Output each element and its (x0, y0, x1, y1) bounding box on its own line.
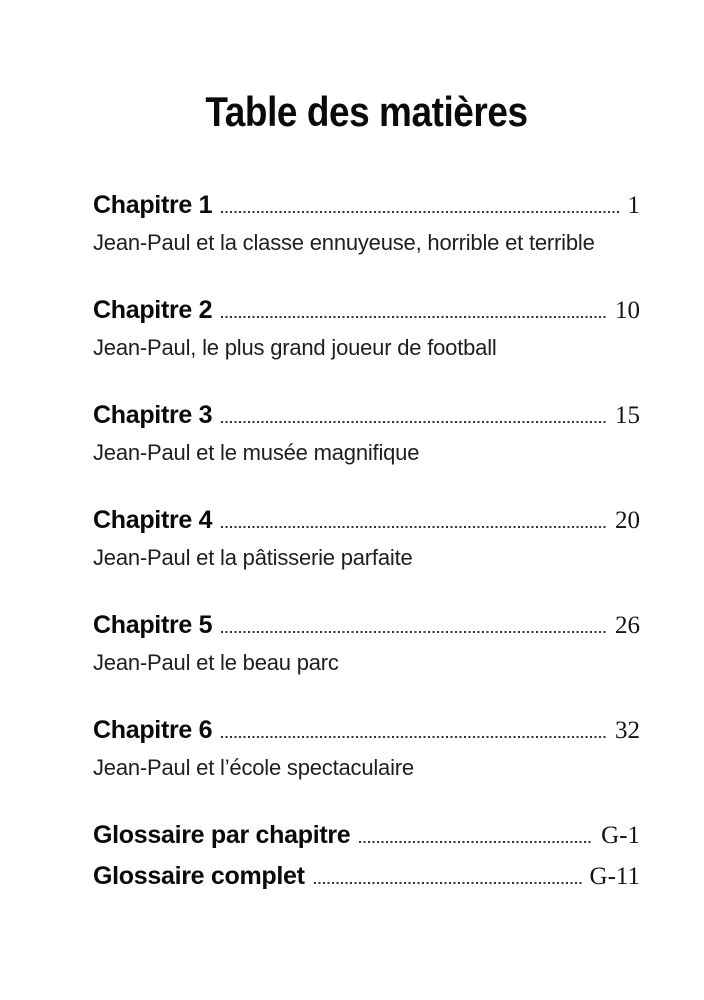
dot-leader (359, 841, 593, 843)
dot-leader (221, 316, 607, 318)
chapter-subtitle: Jean-Paul et la pâtisserie parfaite (93, 545, 413, 570)
chapter-label: Chapitre 6 (93, 716, 213, 744)
page-number: 10 (615, 297, 640, 324)
dot-leader (221, 421, 607, 423)
chapter-label: Chapitre 3 (93, 401, 213, 429)
page-number: 26 (615, 612, 640, 639)
chapter-label: Chapitre 4 (93, 506, 213, 534)
toc-entry-5 (93, 610, 640, 678)
glossary-label: Glossaire complet (93, 862, 305, 890)
toc-entry-4 (93, 505, 640, 573)
glossary-section (93, 820, 640, 895)
toc-entry-row (93, 295, 640, 329)
toc-entry-row (93, 190, 640, 224)
chapter-label: Chapitre 5 (93, 611, 213, 639)
toc-entry-row (93, 715, 640, 749)
toc-entry-1 (93, 190, 640, 258)
page-number: G-11 (589, 863, 640, 890)
chapter-label: Chapitre 1 (93, 191, 213, 219)
chapter-subtitle: Jean-Paul, le plus grand joueur de football (93, 335, 497, 360)
page-number: 32 (615, 717, 640, 744)
chapter-subtitle: Jean-Paul et le musée magnifique (93, 440, 420, 465)
dot-leader (221, 631, 607, 633)
toc-entry-6 (93, 715, 640, 783)
table-of-contents (93, 190, 640, 895)
glossary-entry-1 (93, 820, 640, 854)
dot-leader (221, 526, 607, 528)
toc-entry-row (93, 505, 640, 539)
toc-entry-row (93, 400, 640, 434)
dot-leader (221, 211, 619, 213)
page-number: 1 (627, 192, 640, 219)
chapter-subtitle: Jean-Paul et la classe ennuyeuse, horrible et terrible (93, 230, 595, 255)
page-number: 20 (615, 507, 640, 534)
glossary-label: Glossaire par chapitre (93, 821, 351, 849)
page-title: Table des matières (205, 88, 528, 135)
chapter-subtitle: Jean-Paul et le beau parc (93, 650, 339, 675)
chapter-label: Chapitre 2 (93, 296, 213, 324)
page-number: 15 (615, 402, 640, 429)
glossary-entry-2 (93, 861, 640, 895)
toc-entry-row (93, 610, 640, 644)
chapter-subtitle: Jean-Paul et l’école spectaculaire (93, 755, 414, 780)
toc-entry-3 (93, 400, 640, 468)
toc-entry-2 (93, 295, 640, 363)
page-number: G-1 (601, 822, 640, 849)
dot-leader (221, 736, 607, 738)
dot-leader (314, 882, 582, 884)
